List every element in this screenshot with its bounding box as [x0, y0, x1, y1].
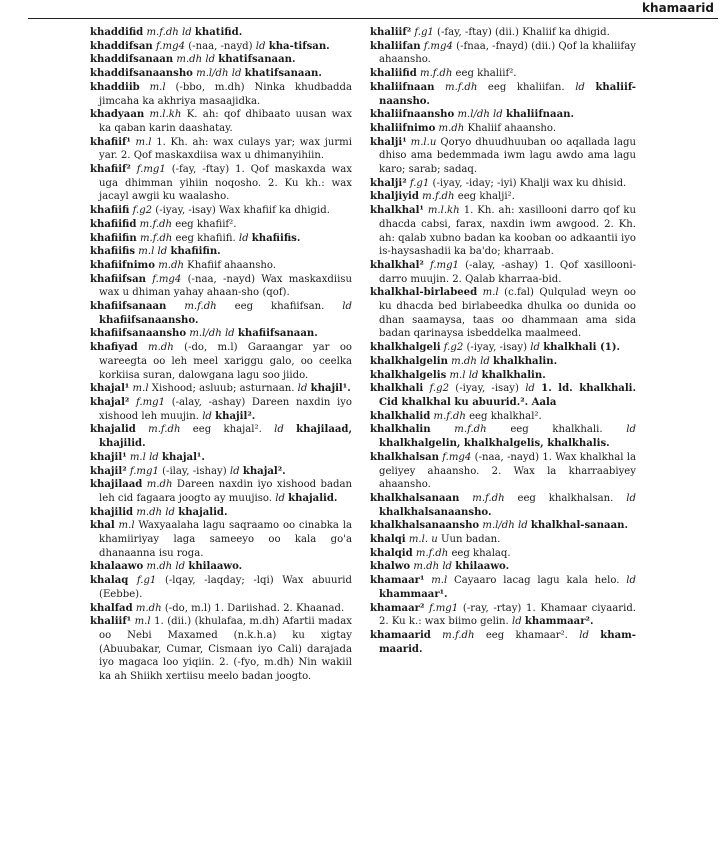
cross-reference: khilaawo.	[188, 561, 243, 573]
headword: khaliif²	[370, 27, 412, 38]
link-label: ld	[517, 520, 528, 532]
link-label: ld	[157, 246, 168, 258]
dictionary-entry	[90, 615, 352, 684]
definition-text: (-fay, -ftay) (dii.) Khaliif ka dhigid.	[437, 27, 610, 38]
dictionary-entry	[90, 26, 352, 40]
link-label: ld	[255, 40, 266, 52]
definition-text: eeg khafiif².	[175, 218, 237, 230]
headword: khafiifi	[90, 205, 130, 217]
dictionary-entry	[90, 506, 352, 520]
grammar-label: f.g1	[414, 27, 434, 38]
grammar-label: f.mg1	[429, 259, 459, 271]
headword: khalji¹	[370, 136, 407, 148]
grammar-label: m.l.kh	[427, 205, 460, 217]
dictionary-entry	[90, 136, 352, 163]
headword: khaljiyid	[370, 191, 419, 203]
dictionary-entry	[370, 451, 636, 492]
grammar-label: m.dh	[451, 355, 477, 367]
definition-text: eeg khaliif².	[455, 68, 517, 80]
dictionary-entry	[90, 163, 352, 204]
link-label: ld	[626, 424, 636, 436]
grammar-label: f.mg1	[129, 465, 159, 477]
page-header	[28, 0, 718, 19]
cross-reference: khalkhalgelin, khalkhalgelis, khalkhalis.	[379, 438, 610, 450]
definition-text: 1. Kh. ah: wax culays yar; wax jurmi yar. 2. Qof maskaxdiisa wax u dhimanyihiin.	[99, 136, 352, 162]
definition-text: eeg khalji².	[457, 191, 515, 203]
cross-reference: khammaar².	[524, 616, 594, 628]
grammar-label: m.dh	[146, 479, 173, 491]
grammar-label: m.l/dh	[189, 328, 222, 340]
definition-text: 1. (dii.) (khulafaa, m.dh) Afartii madax oo Nebi Maxamed (n.k.h.a) ku xigtay (Abuubakar, Cumar, Cismaan iyo Cali) darajada iyo magaca loo yiqiin. 2. (-fyo, m.dh) Nin wakiil ka ah Shiikh xertiisu meelo badan joogto.	[99, 616, 352, 683]
link-label: ld	[626, 575, 636, 587]
definition-text: 1. Kh. ah: xasillooni darro qof ku dhacda cabsi, farax, naxdin iwm awgood. 2. Kh. ah: qalab xubno badan ka kooban oo adkaantii iyo is-haysashadii ka ba'do; kharraab.	[379, 205, 636, 258]
dictionary-entry	[370, 410, 636, 424]
definition-text: Xishood; asluub; asturnaan.	[151, 383, 295, 395]
headword: khalkhalsanaan	[370, 492, 460, 504]
dictionary-entry	[90, 560, 352, 574]
link-label: ld	[224, 328, 235, 340]
link-label: ld	[231, 68, 242, 80]
definition-text: (-fnaa, -fnayd) (dii.) Qof la khaliifay ahaansho.	[379, 40, 636, 66]
grammar-label: m.f.dh	[148, 424, 181, 436]
link-label: ld	[468, 369, 479, 381]
grammar-label: m.l.kh	[149, 109, 182, 121]
definition-text: (-fay, -ftay) 1. Qof maskaxda wax uga dhimman yihiin noqosho. 2. Ku kh.: wax jacayl awgii ku waalasho.	[99, 164, 352, 203]
definition-text: (-do, m.l) Garaangar yar oo wareegta oo leh meel xariggu galo, oo ceelka korkiisa suran, dalowgana lagu soo jiido.	[99, 342, 352, 381]
headword: khamaar²	[370, 602, 425, 614]
definition-text: (-alay, -ashay) 1. Qof xasillooni-darro muujin. 2. Qalab kharraa-bid.	[379, 259, 636, 285]
definition-text: eeg khajal².	[192, 424, 262, 436]
definition-text: (-do, m.l) 1. Dariishad. 2. Khaanad.	[164, 602, 345, 614]
dictionary-entry	[370, 136, 636, 177]
headword: khafiifis	[90, 246, 136, 258]
definition-text: eeg khalkhal².	[469, 410, 542, 422]
headword: khaliifnaan	[370, 81, 435, 93]
headword: khaliifnaansho	[370, 109, 455, 121]
definition-text: eeg khaliifan.	[487, 81, 565, 93]
headword: khaddiib	[90, 81, 140, 93]
definition-text: Khaliif ahaansho.	[467, 122, 557, 134]
link-label: ld	[182, 27, 192, 38]
dictionary-entry	[90, 341, 352, 382]
cross-reference: khajalid.	[288, 492, 338, 504]
definition-text: Waxyaalaha lagu saqraamo oo cinabka la khamiiriyay laga sameeyo oo kala go'a dhanaanna isu roga.	[99, 520, 352, 559]
dictionary-entry	[370, 629, 636, 656]
link-label: ld	[275, 492, 285, 504]
grammar-label: m.f.dh	[420, 68, 453, 80]
grammar-label: m.f.dh	[415, 547, 449, 559]
headword: khajalid	[90, 424, 136, 436]
dictionary-entry	[90, 519, 352, 560]
grammar-label: f.mg4	[442, 451, 472, 463]
grammar-label: f.g1	[136, 575, 157, 587]
dictionary-entry	[90, 218, 352, 232]
headword: khalkhalid	[370, 410, 431, 422]
dictionary-entry	[90, 327, 352, 341]
definition-text: eeg khafiifi.	[175, 232, 236, 244]
headword: khaliifid	[370, 68, 417, 80]
running-header-word: khamaarid	[642, 1, 714, 15]
cross-reference: khajilaad, khajilid.	[99, 424, 352, 450]
dictionary-entry	[370, 492, 636, 519]
cross-reference: khalkhalin.	[481, 369, 546, 381]
grammar-label: m.dh	[413, 561, 440, 573]
headword: khalkhalgeli	[370, 342, 441, 354]
cross-reference: khatifsanaan.	[244, 68, 322, 80]
cross-reference: khajal¹.	[162, 451, 205, 463]
dictionary-entry	[90, 465, 352, 479]
definition-text: (-iyay, -isay) Wax khafiif ka dhigid.	[155, 205, 330, 217]
cross-reference: khatifid.	[194, 27, 243, 38]
cross-reference: khalkhalsanaansho.	[379, 506, 492, 518]
grammar-label: m.l/dh	[457, 109, 490, 121]
definition-text: (-ray, -rtay) 1. Khamaar ciyaarid. 2. Ku k.: wax biimo gelin.	[379, 602, 636, 628]
grammar-label: m.l	[118, 520, 135, 532]
headword: khafiif¹	[90, 136, 131, 148]
dictionary-entry	[90, 602, 352, 616]
grammar-label: m.dh	[135, 602, 162, 614]
definition-text: Khafiif ahaansho.	[187, 259, 276, 271]
dictionary-entry	[370, 519, 636, 533]
cross-reference: kham-maarid.	[379, 629, 636, 655]
headword: khafiif²	[90, 164, 131, 176]
grammar-label: m.f.dh	[445, 81, 478, 93]
cross-reference: 1. ld. khalkhali. Cid khalkhal ku abuurid.². Aala	[379, 383, 637, 408]
dictionary-entry	[370, 190, 636, 204]
link-label: ld	[480, 355, 490, 367]
dictionary-entry	[90, 232, 352, 246]
headword: khajil¹	[90, 451, 127, 463]
dictionary-entry	[370, 81, 636, 108]
definition-text: (c.fal) Qulqulad weyn oo ku dhacda bed birlabeedka dhulka oo dunida oo dhan saamaysa, taas oo dhammaan ama sida badan qarinaysa isbeddelka maalmeed.	[379, 287, 636, 340]
dictionary-entry	[90, 259, 352, 273]
headword: khafiifin	[90, 232, 137, 244]
grammar-label: m.f.dh	[433, 410, 466, 422]
cross-reference: khafiifsanaansho.	[99, 314, 199, 326]
grammar-label: m.l. u	[408, 534, 438, 546]
cross-reference: kha-tifsan.	[268, 40, 330, 52]
dictionary-entry	[90, 53, 352, 67]
right-column	[370, 26, 636, 656]
headword: khafiifid	[90, 218, 137, 230]
headword: khalaawo	[90, 561, 144, 573]
grammar-label: f.g2	[132, 205, 153, 217]
grammar-label: m.dh	[148, 342, 174, 354]
definition-text: eeg khalkhali.	[510, 424, 603, 436]
headword: khaddifsanaansho	[90, 68, 193, 80]
grammar-label: m.l	[449, 369, 466, 381]
headword: khafiifsan	[90, 273, 146, 285]
cross-reference: khalkhalin.	[493, 355, 558, 367]
left-column	[90, 26, 352, 684]
link-label: ld	[165, 506, 175, 518]
link-label: ld	[274, 424, 284, 436]
headword: khafiyad	[90, 342, 138, 354]
dictionary-entry	[370, 560, 636, 574]
dictionary-entry	[90, 574, 352, 601]
headword: khafiifnimo	[90, 259, 155, 271]
grammar-label: m.dh	[438, 122, 465, 134]
grammar-label: m.f.dh	[139, 232, 173, 244]
cross-reference: khafiifsanaan.	[237, 328, 318, 340]
grammar-label: f.mg4	[152, 273, 182, 285]
dictionary-entry	[370, 286, 636, 341]
headword: khalkhal¹	[370, 205, 424, 217]
link-label: ld	[579, 629, 589, 641]
headword: khaddifsanaan	[90, 54, 174, 66]
headword: khalqid	[370, 547, 413, 559]
link-label: ld	[530, 342, 540, 354]
link-label: ld	[626, 492, 636, 504]
cross-reference: khaliifnaan.	[505, 109, 574, 121]
dictionary-entry	[90, 382, 352, 396]
headword: khaliifan	[370, 40, 421, 52]
dictionary-entry	[370, 423, 636, 450]
dictionary-entry	[90, 396, 352, 423]
dictionary-entry	[90, 81, 352, 108]
definition-text: (-iyay, -isay)	[466, 342, 528, 354]
link-label: ld	[442, 561, 453, 573]
dictionary-entry	[370, 40, 636, 67]
grammar-label: m.l	[431, 575, 448, 587]
headword: khaliifnimo	[370, 122, 436, 134]
grammar-label: m.dh	[158, 259, 184, 271]
dictionary-entry	[90, 67, 352, 81]
headword: khamaarid	[370, 629, 431, 641]
dictionary-entry	[90, 300, 352, 327]
definition-text: (-naa, -nayd) Wax maskaxdiisu wax u dhiman yahay ahaan-sho (qof).	[99, 273, 352, 299]
headword: khaliif¹	[90, 616, 132, 628]
grammar-label: m.f.dh	[146, 27, 179, 38]
grammar-label: m.f.dh	[472, 492, 505, 504]
dictionary-entry	[90, 451, 352, 465]
link-label: ld	[149, 451, 159, 463]
dictionary-entry	[370, 177, 636, 191]
headword: khalfad	[90, 602, 133, 614]
grammar-label: m.l.u	[410, 136, 437, 148]
headword: khadyaan	[90, 109, 145, 121]
headword: khalkhal²	[370, 259, 424, 271]
definition-text: (-ilay, -ishay)	[162, 465, 227, 477]
link-label: ld	[229, 465, 240, 477]
grammar-label: f.mg1	[135, 396, 166, 408]
headword: khalkhalgelis	[370, 369, 447, 381]
cross-reference: khajalid.	[178, 506, 228, 518]
definition-text: (-iyay, -iday; -iyi) Khalji wax ku dhisid.	[432, 177, 627, 189]
headword: khajal²	[90, 396, 130, 408]
definition-text: eeg khafiifsan.	[234, 301, 325, 313]
headword: khafiifsanaan	[90, 301, 167, 313]
link-label: ld	[297, 383, 308, 395]
dictionary-entry	[90, 204, 352, 218]
headword: khalwo	[370, 561, 411, 573]
dictionary-entry	[370, 341, 636, 355]
dictionary-entry	[90, 108, 352, 135]
grammar-label: m.l	[134, 616, 151, 628]
grammar-label: f.g2	[429, 383, 449, 395]
headword: khalji²	[370, 177, 407, 189]
dictionary-entry	[370, 382, 636, 409]
headword: khafiifsanaansho	[90, 328, 187, 340]
definition-text: (-iyay, -isay)	[455, 383, 519, 395]
definition-text: eeg khalkhalsan.	[517, 492, 614, 504]
link-label: ld	[511, 616, 522, 628]
link-label: ld	[342, 301, 352, 313]
grammar-label: m.f.dh	[422, 191, 455, 203]
dictionary-entry	[370, 204, 636, 259]
dictionary-entry	[370, 108, 636, 122]
cross-reference: khafiifin.	[170, 246, 221, 258]
dictionary-entry	[370, 369, 636, 383]
link-label: ld	[575, 81, 585, 93]
headword: khalkhalin	[370, 424, 431, 436]
definition-text: (-bbo, m.dh) Ninka khudbadda jimcaha ka akhriya masaajidka.	[99, 81, 353, 107]
headword: khajilid	[90, 506, 134, 518]
link-label: ld	[493, 109, 503, 121]
headword: khalaq	[90, 575, 129, 587]
cross-reference: khilaawo.	[455, 561, 510, 573]
dictionary-entry	[370, 67, 636, 81]
headword: khalkhalsanaansho	[370, 520, 480, 532]
headword: khaddifsan	[90, 40, 153, 52]
cross-reference: khalkhal-sanaan.	[530, 520, 628, 532]
grammar-label: m.l/dh	[196, 68, 229, 80]
headword: khal	[90, 520, 115, 532]
definition-text: Qoryo dhuudhuuban oo aqallada lagu dhiso ama bedemmada iwm lagu awdo ama lagu karo; sarab; sadaq.	[379, 136, 636, 176]
grammar-label: m.f.dh	[139, 218, 172, 230]
grammar-label: f.g1	[409, 177, 430, 189]
headword: khamaar¹	[370, 575, 425, 587]
grammar-label: m.dh	[176, 54, 203, 66]
grammar-label: m.l	[132, 383, 149, 395]
grammar-label: f.mg1	[429, 602, 459, 614]
dictionary-entry	[370, 547, 636, 561]
headword: khalqi	[370, 534, 406, 546]
cross-reference: khatifsanaan.	[218, 54, 296, 66]
grammar-label: f.mg4	[423, 40, 453, 52]
cross-reference: khaliif-naansho.	[379, 81, 636, 107]
cross-reference: khajil².	[215, 410, 256, 422]
grammar-label: m.l	[135, 136, 152, 148]
cross-reference: khajal².	[242, 465, 286, 477]
cross-reference: khalkhali (1).	[543, 342, 621, 354]
grammar-label: m.f.dh	[454, 424, 487, 436]
headword: khalkhali	[370, 383, 424, 395]
dictionary-entry	[370, 355, 636, 369]
dictionary-entry	[370, 122, 636, 136]
definition-text: eeg khamaar².	[485, 629, 568, 641]
link-label: ld	[238, 232, 249, 244]
definition-text: (-naa, -nayd)	[188, 40, 253, 52]
dictionary-entry	[370, 574, 636, 601]
grammar-label: m.l	[129, 451, 146, 463]
grammar-label: m.l/dh	[482, 520, 515, 532]
definition-text: (-naa, -nayd) 1. Wax khalkhal la geliyey ahaansho. 2. Wax la kharraabiyey ahaansho.	[379, 451, 636, 491]
grammar-label: m.l	[149, 81, 166, 93]
definition-text: Dareen naxdin iyo xishood badan leh cid fagaara joogto ay muujiso.	[99, 479, 352, 504]
cross-reference: khajil¹.	[310, 383, 351, 395]
headword: khajal¹	[90, 383, 130, 395]
link-label: ld	[202, 410, 212, 422]
dictionary-entry	[370, 259, 636, 286]
dictionary-entry	[90, 273, 352, 300]
headword: khaddifid	[90, 27, 144, 38]
cross-reference: khafiifis.	[251, 232, 301, 244]
definition-text: (-lqay, -laqday; -lqi) Wax abuurid (Eebbe).	[99, 575, 352, 600]
grammar-label: m.dh	[146, 561, 173, 573]
definition-text: K. ah: qof dhibaato uusan wax ka qaban karin daashatay.	[99, 109, 353, 134]
dictionary-entry	[90, 423, 352, 450]
headword: khajil²	[90, 465, 127, 477]
definition-text: Uun badan.	[440, 534, 501, 546]
grammar-label: m.f.dh	[442, 629, 475, 641]
grammar-label: m.f.dh	[184, 301, 217, 313]
dictionary-entry	[90, 478, 352, 505]
dictionary-entry	[370, 533, 636, 547]
link-label: ld	[175, 561, 186, 573]
dictionary-entry	[90, 40, 352, 54]
headword: khalkhalgelin	[370, 355, 448, 367]
grammar-label: f.g2	[443, 342, 464, 354]
headword: khajilaad	[90, 479, 143, 491]
definition-text: (-alay, -ashay) Dareen naxdin iyo xishood leh muujin.	[99, 396, 353, 422]
definition-text: Cayaaro lacag lagu kala helo.	[454, 575, 620, 587]
headword: khalkhal-birlabeed	[370, 287, 478, 299]
link-label: ld	[205, 54, 216, 66]
grammar-label: m.dh	[136, 506, 163, 518]
definition-text: eeg khalaq.	[451, 547, 511, 559]
grammar-label: m.l	[138, 246, 155, 258]
cross-reference: khammaar¹.	[379, 588, 448, 600]
grammar-label: f.mg1	[136, 164, 166, 176]
dictionary-entry	[90, 245, 352, 259]
dictionary-entry	[370, 26, 636, 40]
grammar-label: f.mg4	[155, 40, 185, 52]
dictionary-entry	[370, 602, 636, 629]
link-label: ld	[525, 383, 535, 395]
headword: khalkhalsan	[370, 451, 439, 463]
grammar-label: m.l	[482, 287, 499, 299]
